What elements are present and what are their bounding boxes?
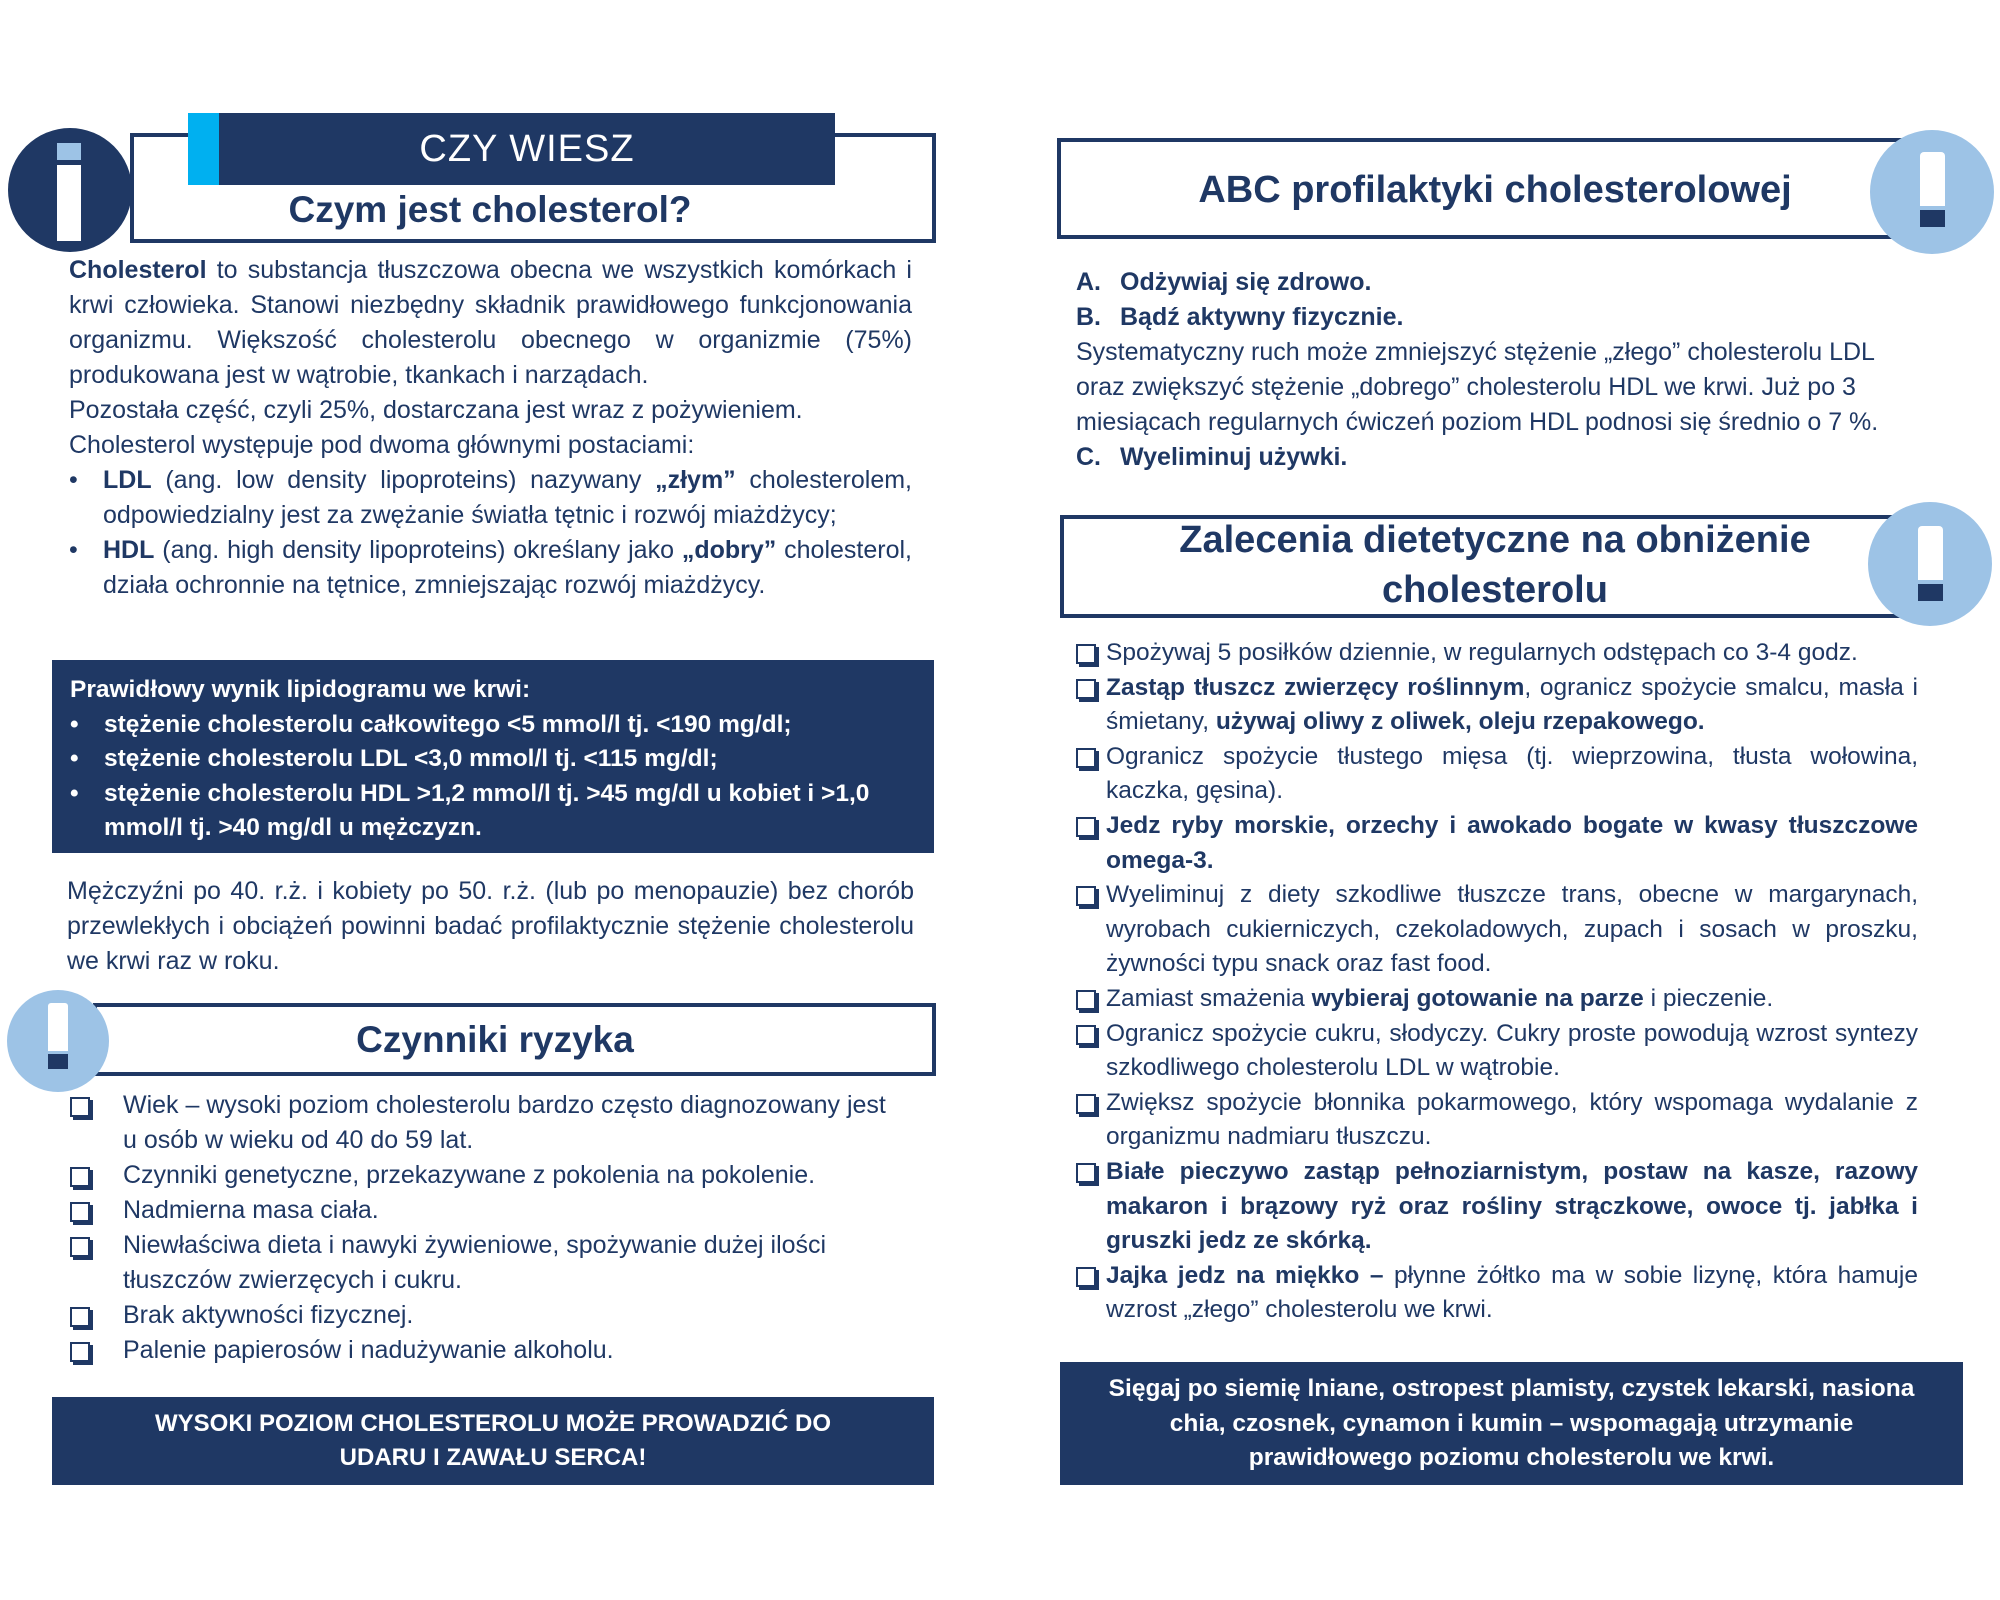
abc-item-a: A. Odżywiaj się zdrowo. [1076,268,1372,296]
risk-item: Brak aktywności fizycznej. [70,1298,890,1333]
diet-item: Jedz ryby morskie, orzechy i awokado bogate w kwasy tłuszczowe omega-3. [1076,809,1918,878]
risk-title: Czynniki ryzyka [356,1019,634,1060]
diet-title-line-2: cholesterolu [1382,569,1608,611]
risk-item: Nadmierna masa ciała. [70,1193,890,1228]
diet-item: Zwiększ spożycie błonnika pokarmowego, który wspomaga wydalanie z organizmu nadmiaru tłuszczu. [1076,1086,1918,1155]
abc-item-b-description: Systematyczny ruch może zmniejszyć stężenie „złego” cholesterolu LDL oraz zwiększyć stężenie „dobrego” cholesterolu HDL we krwi. Już po 3 miesiącach regularnych ćwiczeń poziom HDL podnosi się średnio o 7 %. [1076,338,1879,436]
exclamation-icon-dot [48,1054,68,1069]
diet-item: Zamiast smażenia wybieraj gotowanie na parze i pieczenie. [1076,982,1918,1017]
checkbox-icon [70,1202,90,1222]
diet-item: Wyeliminuj z diety szkodliwe tłuszcze trans, obecne w margarynach, wyrobach cukierniczych, czekoladowych, zupach i sosach w proszku, żywności typu snack oraz fast food. [1076,878,1918,982]
risk-item: Czynniki genetyczne, przekazywane z pokolenia na pokolenie. [70,1158,890,1193]
diet-item: Ogranicz spożycie cukru, słodyczy. Cukry proste powodują wzrost syntezy szkodliwego cholesterolu LDL w wątrobie. [1076,1017,1918,1086]
checkbox-icon [70,1342,90,1362]
cholesterol-intro [69,253,912,603]
diet-title-line-1: Zalecenia dietetyczne na obniżenie [1179,519,1811,561]
checkbox-icon [1076,748,1096,768]
diet-item: Jajka jedz na miękko – płynne żółtko ma w sobie lizynę, która hamuje wzrost „złego” cholesterolu we krwi. [1076,1259,1918,1328]
lipid-norms-heading: Prawidłowy wynik lipidogramu we krwi: [70,676,531,703]
exclamation-icon-bar [48,1003,68,1051]
czy-wiesz-accent [188,113,219,185]
checkbox-icon [70,1237,90,1257]
intro-bold-word: Cholesterol [69,256,207,284]
exclamation-icon-bar [1918,526,1943,580]
lipid-norms-list [70,708,916,846]
checkbox-icon [70,1307,90,1327]
risk-item: Palenie papierosów i nadużywanie alkoholu. [70,1333,890,1368]
ldl-item: • LDL (ang. low density lipoproteins) nazywany „złym” cholesterolem, odpowiedzialny jest za zwężanie światła tętnic i rozwój miażdżycy; [69,463,912,533]
hdl-item: • HDL (ang. high density lipoproteins) określany jako „dobry” cholesterol, działa ochronnie na tętnice, zmniejszając rozwój miażdżycy. [69,533,912,603]
checkbox-icon [1076,886,1096,906]
diet-item: Spożywaj 5 posiłków dziennie, w regularnych odstępach co 3-4 godz. [1076,636,1918,671]
risk-item: Niewłaściwa dieta i nawyki żywieniowe, spożywanie dużej ilości tłuszczów zwierzęcych i cukru. [70,1228,890,1298]
info-icon-dot [57,143,81,160]
checkbox-icon [1076,990,1096,1010]
diet-title [1070,515,1920,615]
checkbox-icon [70,1097,90,1117]
diet-recommendations-list [1076,636,1918,1328]
warning-line-1: WYSOKI POZIOM CHOLESTEROLU MOŻE PROWADZIĆ DO [155,1410,831,1437]
diet-item: Ogranicz spożycie tłustego mięsa (tj. wieprzowina, tłusta wołowina, kaczka, gęsina). [1076,740,1918,809]
abc-title: ABC profilaktyki cholesterolowej [1198,169,1792,211]
diet-item: Zastąp tłuszcz zwierzęcy roślinnym, ogranicz spożycie smalcu, masła i śmietany, używaj oliwy z oliwek, oleju rzepakowego. [1076,671,1918,740]
cholesterol-types-list [69,463,912,603]
lipid-norms-box [52,660,934,853]
abc-item-b: B. Bądź aktywny fizycznie. [1076,303,1404,331]
cholesterol-title: Czym jest cholesterol? [288,189,692,230]
lipid-norm-item: • stężenie cholesterolu LDL <3,0 mmol/l tj. <115 mg/dl; [70,742,904,777]
screening-paragraph: Mężczyźni po 40. r.ż. i kobiety po 50. r.ż. (lub po menopauzie) bez chorób przewlekłych i obciążeń powinni badać profilaktycznie stężenie cholesterolu we krwi raz w roku. [67,877,914,975]
checkbox-icon [70,1167,90,1187]
abc-item-c: C. Wyeliminuj używki. [1076,443,1348,471]
exclamation-icon-bar [1920,152,1945,206]
checkbox-icon [1076,1025,1096,1045]
checkbox-icon [1076,679,1096,699]
risk-factors-list [70,1088,890,1368]
abc-content [1076,265,1921,475]
risk-item: Wiek – wysoki poziom cholesterolu bardzo często diagnozowany jest u osób w wieku od 40 do 59 lat. [70,1088,890,1158]
intro-text-3: Cholesterol występuje pod dwoma głównymi postaciami: [69,431,695,459]
warning-line-2: UDARU I ZAWAŁU SERCA! [339,1444,647,1471]
supplements-text: Sięgaj po siemię lniane, ostropest plamisty, czystek lekarski, nasiona chia, czosnek, cynamon i kumin – wspomagają utrzymanie prawidłowego poziomu cholesterolu we krwi. [1108,1375,1915,1471]
lipid-norm-item: • stężenie cholesterolu HDL >1,2 mmol/l tj. >45 mg/dl u kobiet i >1,0 mmol/l tj. >40 mg/dl u mężczyzn. [70,777,904,846]
diet-item: Białe pieczywo zastąp pełnoziarnistym, postaw na kasze, razowy makaron i brązowy ryż oraz rośliny strączkowe, owoce tj. jabłka i gruszki jedz ze skórką. [1076,1155,1918,1259]
checkbox-icon [1076,1094,1096,1114]
intro-text-1: to substancja tłuszczowa obecna we wszystkich komórkach i krwi człowieka. Stanowi niezbędny składnik prawidłowego funkcjonowania organizmu. Większość cholesterolu obecnego w organizmie (75%) produkowana jest w wątrobie, tkankach i narządach. [69,256,912,389]
warning-box [52,1397,934,1485]
exclamation-icon-dot [1920,210,1945,227]
checkbox-icon [1076,817,1096,837]
czy-wiesz-label: CZY WIESZ [419,128,635,170]
checkbox-icon [1076,1163,1096,1183]
supplements-box [1060,1362,1963,1485]
info-icon-bar [57,165,81,241]
checkbox-icon [1076,1267,1096,1287]
checkbox-icon [1076,644,1096,664]
exclamation-icon-dot [1918,584,1943,601]
lipid-norm-item: • stężenie cholesterolu całkowitego <5 mmol/l tj. <190 mg/dl; [70,708,904,743]
intro-text-2: Pozostała część, czyli 25%, dostarczana jest wraz z pożywieniem. [69,396,803,424]
